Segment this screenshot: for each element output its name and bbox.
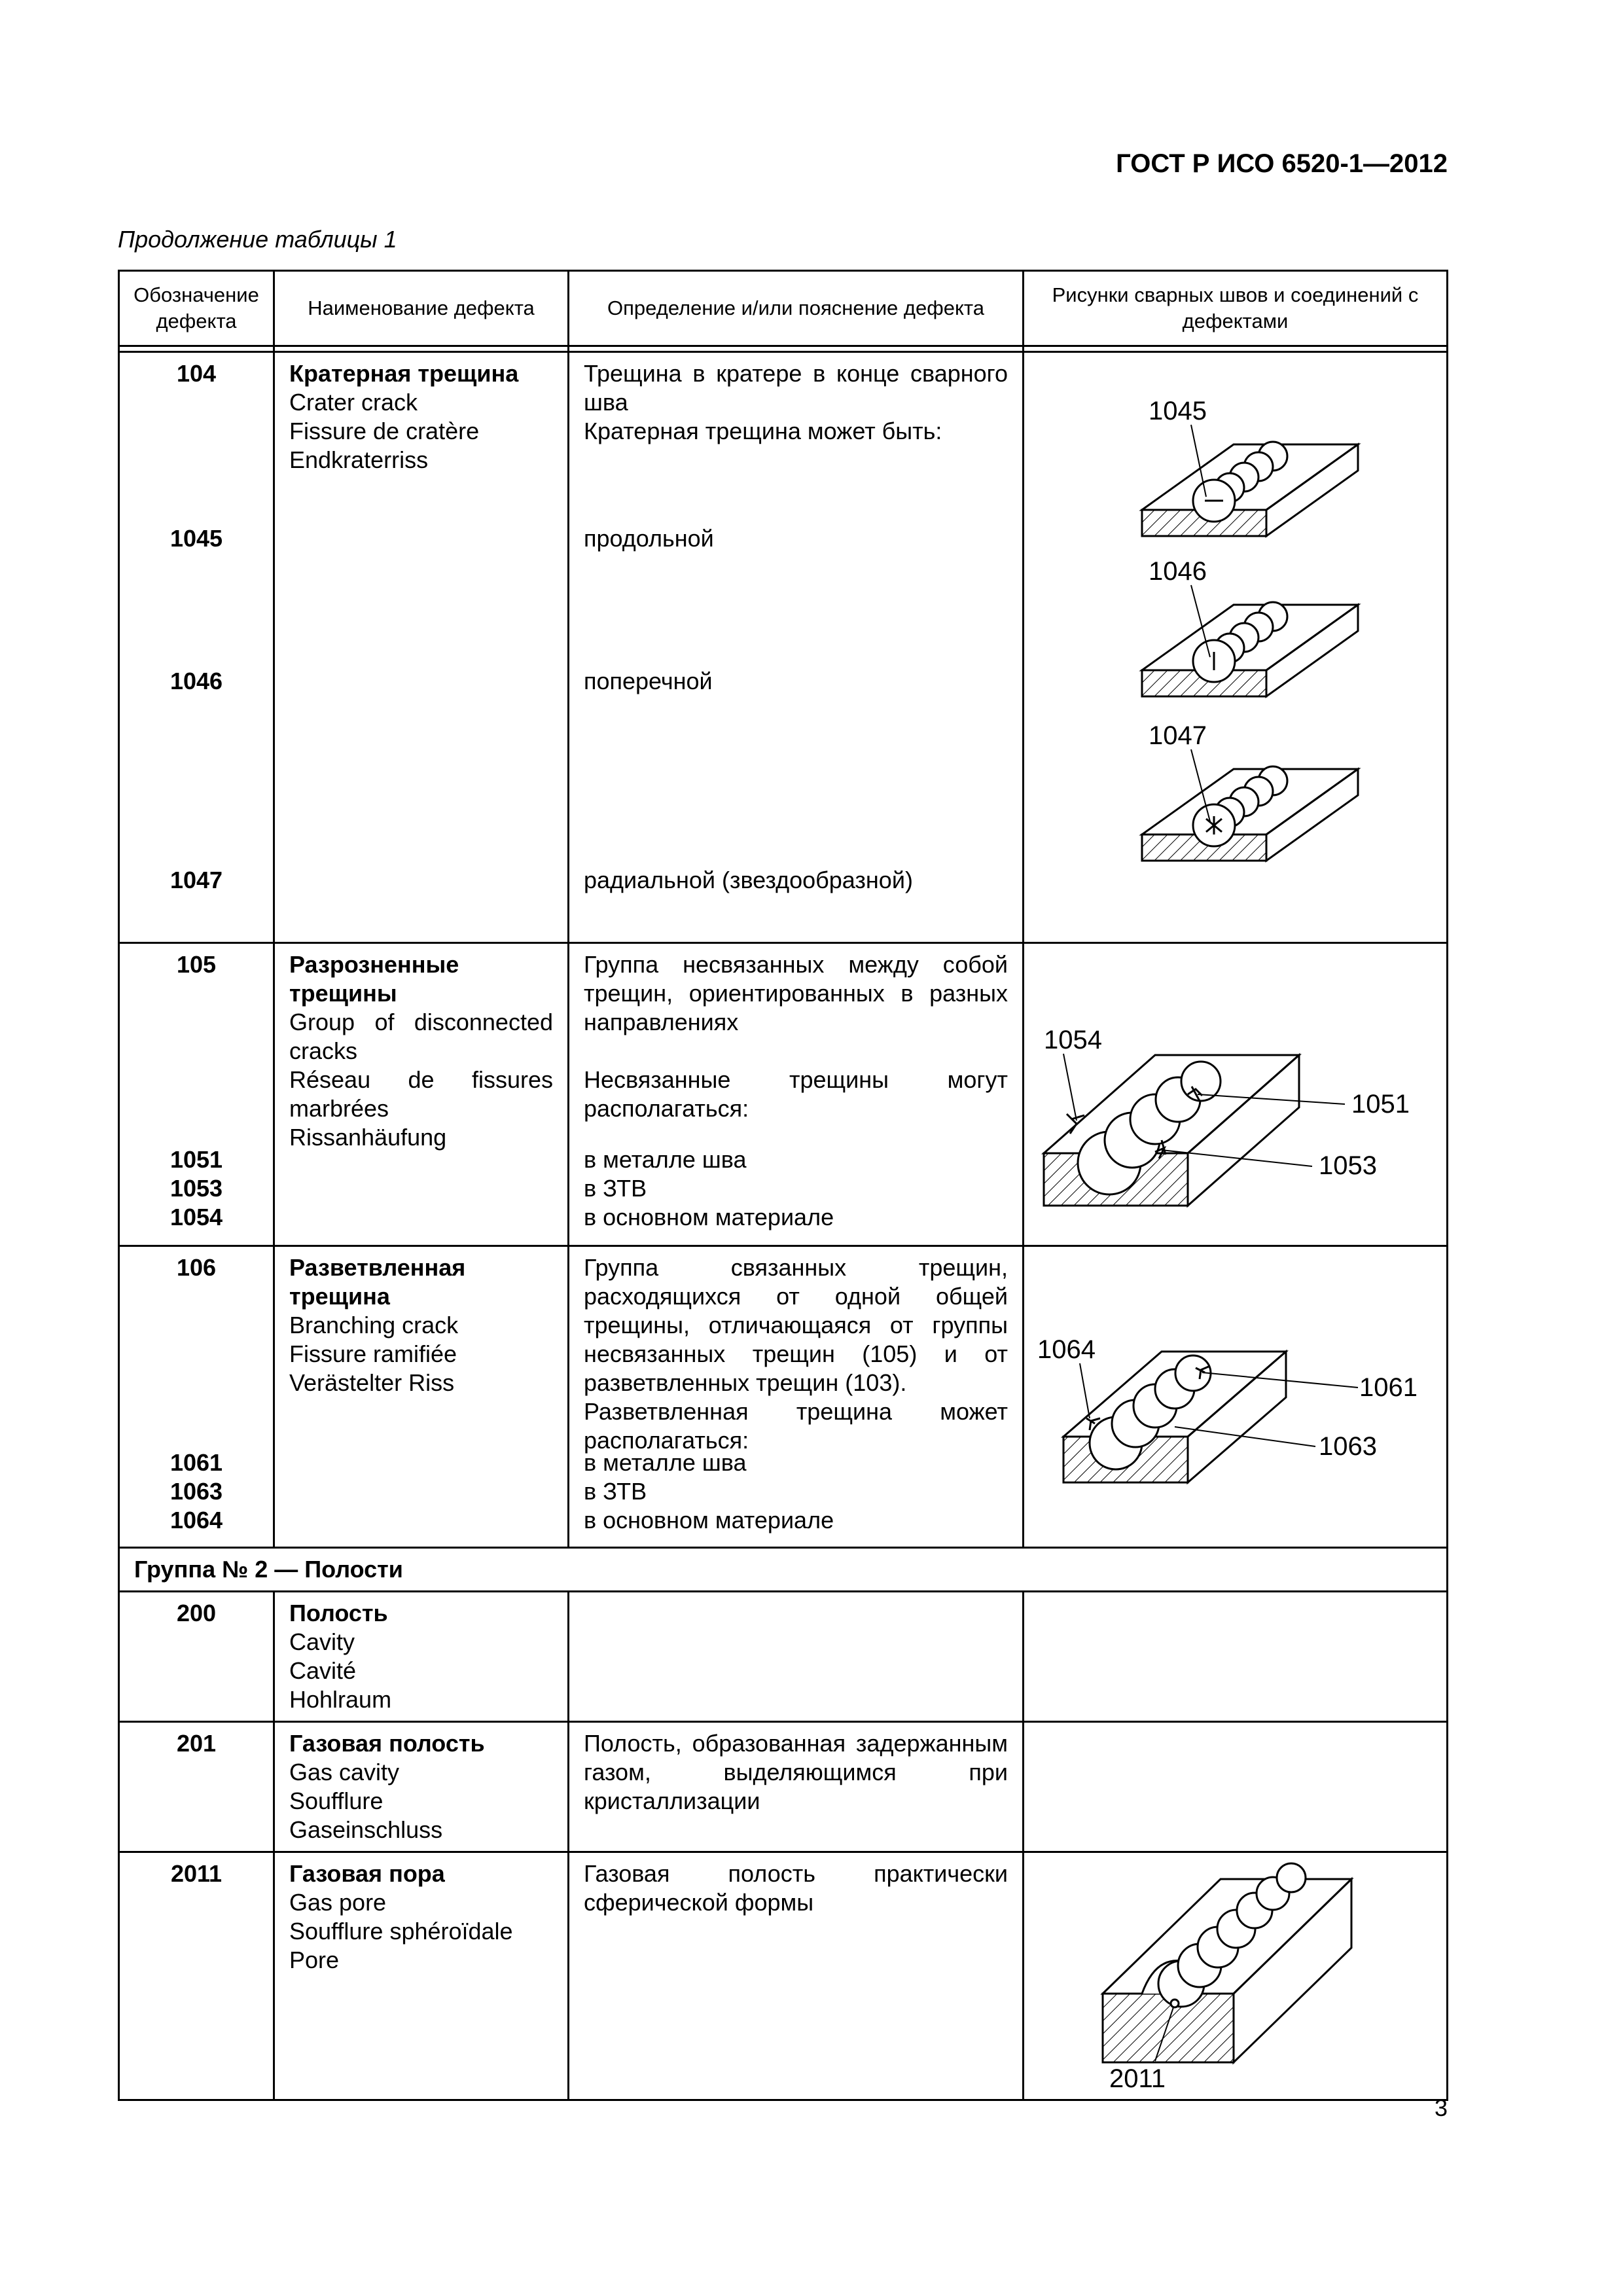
defect-name-en: Crater crack [289, 389, 418, 416]
column-header-definition: Определение и/или пояснение дефекта [569, 271, 1024, 346]
figure-label-1047: 1047 [1149, 721, 1207, 750]
column-header-name: Наименование дефекта [274, 271, 569, 346]
sub-definition: в металле шва [584, 1146, 747, 1173]
code-cell [119, 1246, 274, 1548]
figure-cell [1024, 1246, 1448, 1548]
header-separator [119, 346, 1448, 352]
defect-name: Кратерная трещина [289, 360, 519, 387]
defect-name-fr: Soufflure [289, 1787, 383, 1814]
sub-definition: продольной [584, 525, 714, 552]
figure-label-1053: 1053 [1319, 1151, 1377, 1180]
defect-subcode: 1061 [169, 1449, 223, 1476]
name-cell [274, 943, 569, 1246]
definition-cell [569, 943, 1024, 1246]
defect-name: Газовая полость [289, 1730, 485, 1757]
table-row [119, 1852, 1448, 2100]
table-row [119, 1246, 1448, 1548]
defect-name-fr: Cavité [289, 1657, 357, 1684]
sub-definition: в основном материале [584, 1507, 834, 1534]
figure-cell [1024, 943, 1448, 1246]
definition-text: Группа связанных трещин, расходящихся от одной общей трещины, отличающаяся от группы несвязанных трещин (105) и от разветвленных трещин (103). [584, 1254, 1008, 1396]
definition-cell [569, 1722, 1024, 1852]
defect-code: 106 [176, 1254, 217, 1281]
defect-name-en: Group of disconnected cracks [289, 1009, 553, 1064]
name-cell [274, 1592, 569, 1722]
defect-name-de: Hohlraum [289, 1686, 392, 1713]
defect-subcode: 1047 [169, 867, 223, 893]
defect-name-fr: Fissure ramifiée [289, 1340, 457, 1367]
defect-subcode: 1054 [169, 1204, 223, 1230]
sub-definition: в основном материале [584, 1204, 834, 1230]
group-heading: Группа № 2 — Полости [119, 1548, 1448, 1592]
defect-subcode: 1051 [169, 1146, 223, 1173]
defect-name-de: Rissanhäufung [289, 1124, 447, 1151]
defects-table [118, 270, 1448, 2101]
defect-name-de: Verästelter Riss [289, 1369, 455, 1396]
definition-text: Группа несвязанных между собой трещин, ориентированных в разных направлениях [584, 951, 1008, 1035]
defect-subcode: 1053 [169, 1175, 223, 1202]
code-cell [119, 1852, 274, 2100]
definition-text: Трещина в кратере в конце сварного шва [584, 360, 1008, 416]
defect-subcode: 1064 [169, 1507, 223, 1534]
figure-label-1046: 1046 [1149, 557, 1207, 586]
crater-crack-figures [1024, 353, 1444, 935]
table-row [119, 1722, 1448, 1852]
defect-name-de: Endkraterriss [289, 446, 429, 473]
defect-name-en: Cavity [289, 1628, 355, 1655]
document-code: ГОСТ Р ИСО 6520-1—2012 [1116, 149, 1448, 178]
name-cell [274, 1246, 569, 1548]
defect-name: Газовая пора [289, 1860, 445, 1887]
defect-code: 2011 [170, 1860, 223, 1887]
definition-text: Газовая полость практически сферической формы [584, 1860, 1008, 1916]
table-header-row [119, 271, 1448, 346]
defect-subcode: 1063 [169, 1478, 223, 1505]
defect-name-en: Branching crack [289, 1312, 459, 1338]
code-cell [119, 352, 274, 943]
figure-label-1045: 1045 [1149, 397, 1207, 425]
sub-definition: в ЗТВ [584, 1478, 647, 1505]
column-header-figure: Рисунки сварных швов и соединений с дефектами [1024, 271, 1448, 346]
group-row [119, 1548, 1448, 1592]
table-row [119, 352, 1448, 943]
table-caption: Продолжение таблицы 1 [118, 226, 397, 253]
table-row [119, 1592, 1448, 1722]
gas-pore-figure [1024, 1853, 1444, 2092]
definition-text: Разветвленная трещина может располагаться: [584, 1398, 1008, 1454]
figure-cell [1024, 1592, 1448, 1722]
defect-name-fr: Réseau de fissures marbrées [289, 1066, 553, 1122]
definition-cell [569, 1592, 1024, 1722]
defect-name: Разрозненные трещины [289, 951, 459, 1007]
name-cell [274, 1722, 569, 1852]
definition-cell [569, 1246, 1024, 1548]
defect-name: Разветвленная трещина [289, 1254, 466, 1310]
defect-code: 201 [176, 1730, 217, 1757]
disconnected-cracks-figure [1024, 944, 1444, 1238]
figure-label-1061: 1061 [1359, 1373, 1418, 1402]
definition-text: Полость, образованная задержанным газом, выделяющимся при кристаллизации [584, 1730, 1008, 1814]
definition-cell [569, 1852, 1024, 2100]
branching-crack-figure [1024, 1247, 1444, 1540]
defect-name-de: Pore [289, 1946, 340, 1973]
code-cell [119, 1592, 274, 1722]
figure-label-1063: 1063 [1319, 1432, 1377, 1461]
figure-cell [1024, 1852, 1448, 2100]
figure-label-1051: 1051 [1351, 1090, 1410, 1119]
figure-cell [1024, 1722, 1448, 1852]
sub-definition: радиальной (звездообразной) [584, 867, 913, 893]
defect-subcode: 1045 [169, 525, 223, 552]
defect-name-en: Gas cavity [289, 1759, 400, 1785]
figure-label-1054: 1054 [1044, 1026, 1102, 1054]
definition-text: Несвязанные трещины могут располагаться: [584, 1066, 1008, 1122]
definition-text: Кратерная трещина может быть: [584, 418, 942, 444]
defect-subcode: 1046 [169, 668, 223, 694]
figure-label-2011: 2011 [1109, 2064, 1166, 2092]
definition-cell [569, 352, 1024, 943]
name-cell [274, 1852, 569, 2100]
name-cell [274, 352, 569, 943]
figure-label-1064: 1064 [1037, 1335, 1096, 1364]
column-header-code: Обозначение дефекта [119, 271, 274, 346]
defect-name-en: Gas pore [289, 1889, 387, 1916]
defect-code: 105 [176, 951, 217, 978]
defect-name-fr: Fissure de cratère [289, 418, 480, 444]
defect-name: Полость [289, 1600, 388, 1626]
figure-cell [1024, 352, 1448, 943]
defect-code: 104 [176, 360, 217, 387]
defect-name-fr: Soufflure sphéroïdale [289, 1918, 513, 1945]
code-cell [119, 1722, 274, 1852]
sub-definition: поперечной [584, 668, 713, 694]
defect-code: 200 [176, 1600, 217, 1626]
page-number: 3 [1434, 2094, 1448, 2121]
sub-definition: в металле шва [584, 1449, 747, 1476]
table-row [119, 943, 1448, 1246]
sub-definition: в ЗТВ [584, 1175, 647, 1202]
defect-name-de: Gaseinschluss [289, 1816, 443, 1843]
code-cell [119, 943, 274, 1246]
